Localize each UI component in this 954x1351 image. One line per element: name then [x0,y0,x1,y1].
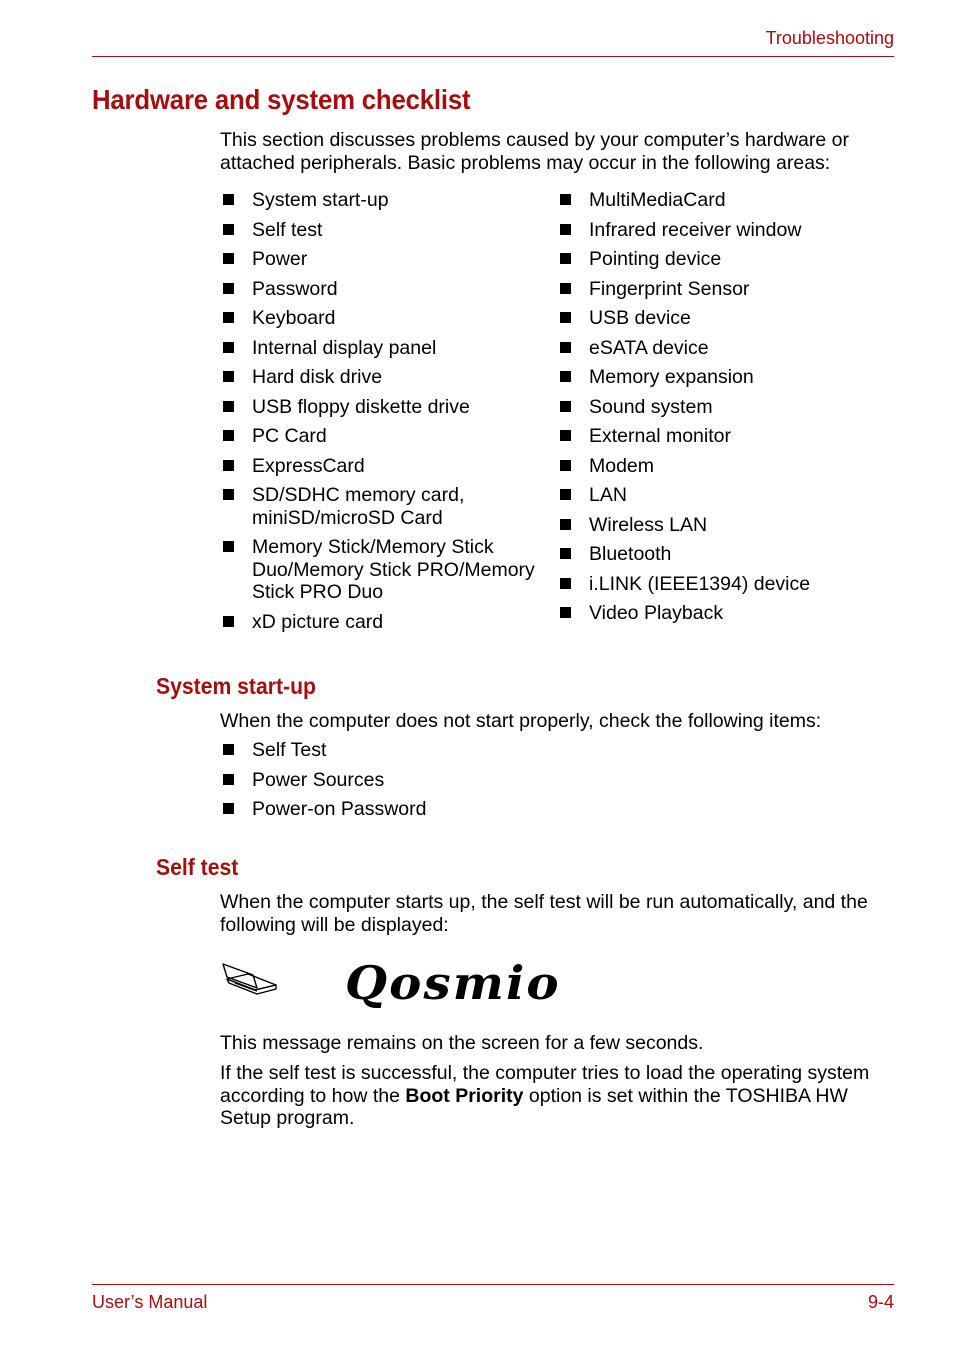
page-title: Hardware and system checklist [92,84,471,115]
bullet-square-icon [560,607,571,618]
page-number: 9-4 [867,1292,894,1312]
list-item-label: Video Playback [589,602,724,624]
list-item [557,425,897,455]
running-header: Troubleshooting [765,28,894,48]
list-item [557,278,897,308]
bullet-square-icon [560,312,571,323]
list-item-label: Self test [252,218,323,241]
list-item [220,396,555,426]
list-item [557,455,897,485]
bullet-square-icon [223,342,234,353]
list-item [220,611,555,641]
list-item [557,396,897,426]
list-item [220,455,555,485]
list-item [220,536,555,611]
list-item [220,484,555,536]
boot-priority-term: Boot Priority [405,1084,524,1107]
bullet-square-icon [223,803,234,814]
bullet-square-icon [223,430,234,441]
list-item-label: Power [252,248,308,270]
bullet-square-icon [223,401,234,412]
bullet-square-icon [223,312,234,323]
boot-text-after: option is set within the TOSHIBA HW Setup program. [220,1084,848,1129]
list-item [557,219,897,249]
list-item [557,366,897,396]
list-item-label: USB device [589,307,691,329]
list-item [557,543,897,573]
bullet-square-icon [223,744,234,755]
list-item-label: Power Sources [252,768,385,791]
list-item-label: MultiMediaCard [589,189,726,211]
list-item [557,189,897,219]
list-item [557,248,897,278]
bullet-square-icon [560,489,571,500]
list-item [220,189,555,219]
list-item [557,602,897,632]
boot-text-before: If the self test is successful, the computer tries to load the operating system according to how the [220,1062,870,1107]
list-item-label: System start-up [252,189,389,211]
checklist-right [557,189,897,632]
bullet-square-icon [560,578,571,589]
list-item-label: Internal display panel [252,336,437,359]
list-item-label: Memory expansion [589,366,754,388]
list-item [220,278,555,308]
bullet-square-icon [560,519,571,530]
list-item [220,219,555,249]
list-item-label: External monitor [589,425,731,447]
selftest-paragraph: When the computer starts up, the self test will be run automatically, and the following will be displayed: [220,891,868,936]
bullet-square-icon [560,253,571,264]
list-item [220,337,555,367]
list-item-label: i.LINK (IEEE1394) device [589,572,811,595]
bullet-square-icon [560,460,571,471]
section-heading-startup: System start-up [156,673,316,699]
bullet-square-icon [560,342,571,353]
list-item-label: Pointing device [589,248,722,270]
startup-paragraph: When the computer does not start properly, check the following items: [220,710,822,732]
list-item-label: Self Test [252,739,327,761]
list-item-label: Fingerprint Sensor [589,277,750,300]
bullet-square-icon [560,283,571,294]
list-item [220,425,555,455]
list-item [557,573,897,603]
bullet-square-icon [223,224,234,235]
list-item-label: Memory Stick/Memory Stick Duo/Memory Stick PRO/Memory Stick PRO Duo [252,536,535,603]
list-item-label: Modem [589,454,655,477]
bullet-square-icon [560,430,571,441]
list-item-label: PC Card [252,425,327,447]
list-item-label: Password [252,277,338,300]
checklist-left [220,189,555,640]
list-item-label: eSATA device [589,336,709,359]
list-item-label: Power-on Password [252,798,427,820]
list-item [220,739,620,769]
bullet-square-icon [560,548,571,559]
list-item-label: ExpressCard [252,454,365,477]
list-item-label: SD/SDHC memory card, miniSD/microSD Card [252,484,465,529]
list-item [220,366,555,396]
list-item-label: USB floppy diskette drive [252,395,470,418]
list-item-label: Wireless LAN [589,513,708,536]
list-item [557,484,897,514]
bullet-square-icon [223,489,234,500]
bullet-square-icon [223,541,234,552]
selftest-note: This message remains on the screen for a few seconds. [220,1032,704,1054]
list-item [220,307,555,337]
list-item-label: Keyboard [252,307,336,329]
list-item [557,514,897,544]
bullet-square-icon [223,616,234,627]
list-item-label: Bluetooth [589,543,672,565]
list-item-label: xD picture card [252,610,384,633]
list-item-label: LAN [589,484,627,506]
bullet-square-icon [223,253,234,264]
bullet-square-icon [223,283,234,294]
list-item-label: Sound system [589,395,713,418]
list-item [557,307,897,337]
intro-paragraph: This section discusses problems caused by your computer’s hardware or attached peripherals. Basic problems may occur in the following areas: [220,129,849,174]
list-item-label: Infrared receiver window [589,218,802,241]
laptop-icon [221,962,279,1002]
list-item [220,798,620,828]
header-rule [92,56,894,57]
footer-manual-label: User’s Manual [92,1292,208,1312]
bullet-square-icon [223,371,234,382]
startup-list [220,739,620,828]
boot-paragraph [220,1062,900,1130]
logo-text: Qosmio [345,956,561,1010]
bullet-square-icon [560,401,571,412]
section-heading-selftest: Self test [156,854,239,880]
list-item [557,337,897,367]
bullet-square-icon [223,460,234,471]
list-item [220,769,620,799]
list-item [220,248,555,278]
bullet-square-icon [560,224,571,235]
list-item-label: Hard disk drive [252,366,383,388]
bullet-square-icon [560,194,571,205]
footer-rule [92,1284,894,1285]
bullet-square-icon [223,194,234,205]
qosmio-logo [345,956,561,1010]
bullet-square-icon [560,371,571,382]
bullet-square-icon [223,774,234,785]
